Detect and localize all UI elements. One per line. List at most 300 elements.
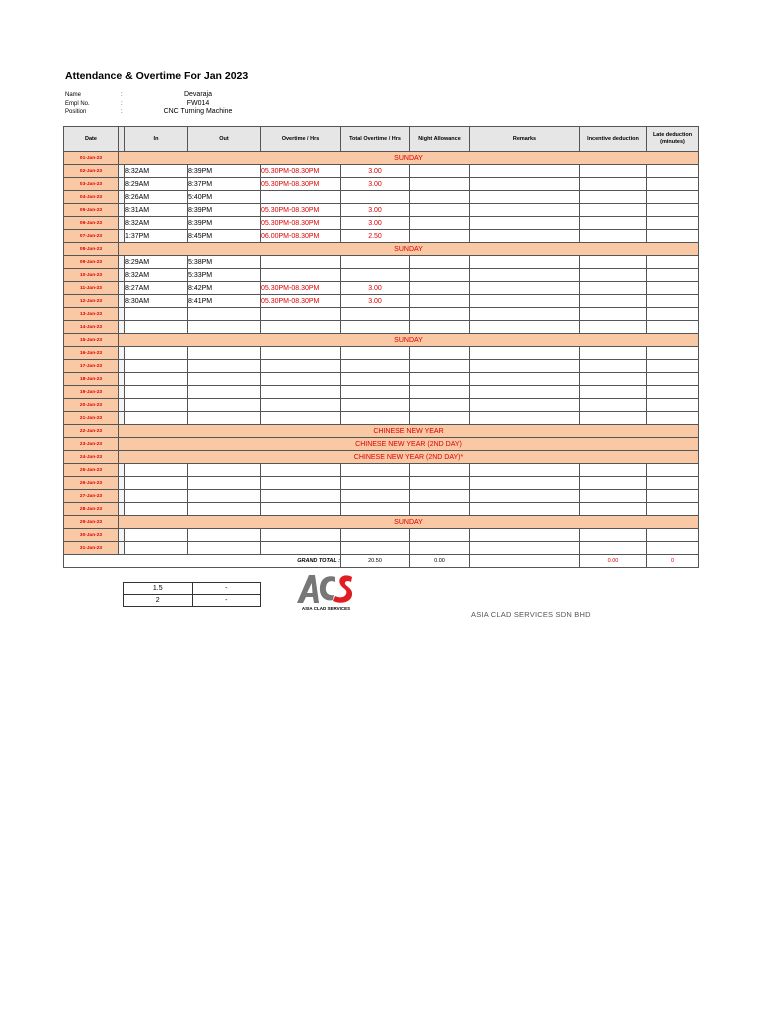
remarks-cell: [470, 477, 580, 490]
rate-value: -: [192, 583, 261, 595]
out-cell: [188, 308, 261, 321]
total-overtime-cell: [341, 256, 410, 269]
date-cell: 12-Jan-23: [64, 295, 119, 308]
remarks-cell: [470, 308, 580, 321]
date-cell: 24-Jan-23: [64, 451, 119, 464]
date-cell: 20-Jan-23: [64, 399, 119, 412]
table-row: [64, 516, 699, 529]
incentive-cell: [580, 347, 647, 360]
date-cell: 14-Jan-23: [64, 321, 119, 334]
late-cell: [647, 542, 699, 555]
overtime-cell: [261, 347, 341, 360]
date-cell: 17-Jan-23: [64, 360, 119, 373]
rate-multiplier: 1.5: [124, 583, 193, 595]
remarks-cell: [470, 165, 580, 178]
company-name: ASIA CLAD SERVICES SDN BHD: [471, 610, 591, 619]
overtime-cell: [261, 399, 341, 412]
night-allowance-cell: [410, 178, 470, 191]
out-cell: [188, 490, 261, 503]
overtime-cell: 05.30PM-08.30PM: [261, 178, 341, 191]
remarks-cell: [470, 178, 580, 191]
total-overtime-cell: [341, 399, 410, 412]
in-cell: 8:32AM: [125, 269, 188, 282]
grand-total-row: [64, 555, 699, 568]
info-colon: :: [121, 92, 123, 98]
overtime-cell: 05.30PM-08.30PM: [261, 217, 341, 230]
table-row: [64, 256, 699, 269]
info-value-name: Devaraja: [183, 91, 212, 98]
overtime-cell: 05.30PM-08.30PM: [261, 165, 341, 178]
night-allowance-cell: [410, 269, 470, 282]
night-allowance-cell: [410, 321, 470, 334]
date-cell: 29-Jan-23: [64, 516, 119, 529]
info-label: Name: [65, 92, 82, 98]
total-overtime-cell: [341, 503, 410, 516]
incentive-cell: [580, 178, 647, 191]
late-cell: [647, 269, 699, 282]
header-out: Out: [188, 127, 261, 152]
overtime-cell: [261, 542, 341, 555]
night-allowance-cell: [410, 165, 470, 178]
table-row: [64, 386, 699, 399]
night-allowance-cell: [410, 347, 470, 360]
overtime-cell: [261, 490, 341, 503]
total-overtime-cell: [341, 464, 410, 477]
incentive-cell: [580, 490, 647, 503]
date-cell: 03-Jan-23: [64, 178, 119, 191]
in-cell: 8:27AM: [125, 282, 188, 295]
rate-value: -: [192, 595, 261, 607]
in-cell: 8:26AM: [125, 191, 188, 204]
late-cell: [647, 477, 699, 490]
table-row: [64, 412, 699, 425]
out-cell: 5:33PM: [188, 269, 261, 282]
remarks-cell: [470, 373, 580, 386]
table-row: [64, 334, 699, 347]
incentive-cell: [580, 217, 647, 230]
incentive-cell: [580, 412, 647, 425]
night-allowance-cell: [410, 386, 470, 399]
out-cell: 8:39PM: [188, 204, 261, 217]
night-allowance-cell: [410, 308, 470, 321]
overtime-cell: 05.30PM-08.30PM: [261, 295, 341, 308]
grand-total-label: GRAND TOTAL :: [64, 555, 341, 568]
out-cell: 8:41PM: [188, 295, 261, 308]
overtime-cell: [261, 477, 341, 490]
total-overtime-cell: [341, 373, 410, 386]
remarks-cell: [470, 191, 580, 204]
date-cell: 26-Jan-23: [64, 477, 119, 490]
grand-total-overtime: 20.50: [341, 555, 410, 568]
late-cell: [647, 191, 699, 204]
attendance-table: [63, 126, 699, 568]
incentive-cell: [580, 529, 647, 542]
overtime-cell: [261, 386, 341, 399]
incentive-cell: [580, 477, 647, 490]
out-cell: [188, 464, 261, 477]
grand-total-remarks: [470, 555, 580, 568]
date-cell: 09-Jan-23: [64, 256, 119, 269]
night-allowance-cell: [410, 282, 470, 295]
night-allowance-cell: [410, 256, 470, 269]
incentive-cell: [580, 295, 647, 308]
info-label: Position: [65, 109, 87, 116]
total-overtime-cell: [341, 412, 410, 425]
total-overtime-cell: 3.00: [341, 165, 410, 178]
incentive-cell: [580, 360, 647, 373]
holiday-cell: SUNDAY: [119, 243, 699, 256]
overtime-cell: [261, 256, 341, 269]
header-night-allowance: Night Allowance: [410, 127, 470, 152]
overtime-cell: [261, 191, 341, 204]
table-row: [64, 451, 699, 464]
late-cell: [647, 490, 699, 503]
table-row: [64, 217, 699, 230]
total-overtime-cell: [341, 321, 410, 334]
total-overtime-cell: 3.00: [341, 217, 410, 230]
date-cell: 04-Jan-23: [64, 191, 119, 204]
late-cell: [647, 373, 699, 386]
in-cell: [125, 542, 188, 555]
holiday-cell: SUNDAY: [119, 334, 699, 347]
in-cell: [125, 490, 188, 503]
table-row: [64, 373, 699, 386]
header-late-deduction: Late deduction (minutes): [647, 127, 699, 152]
holiday-cell: SUNDAY: [119, 152, 699, 165]
holiday-cell: CHINESE NEW YEAR (2ND DAY): [119, 438, 699, 451]
in-cell: [125, 321, 188, 334]
table-row: [64, 204, 699, 217]
total-overtime-cell: 3.00: [341, 295, 410, 308]
remarks-cell: [470, 321, 580, 334]
date-cell: 11-Jan-23: [64, 282, 119, 295]
attendance-rows: [64, 152, 699, 555]
in-cell: 8:29AM: [125, 256, 188, 269]
date-cell: 06-Jan-23: [64, 217, 119, 230]
out-cell: 5:38PM: [188, 256, 261, 269]
holiday-cell: CHINESE NEW YEAR: [119, 425, 699, 438]
date-cell: 13-Jan-23: [64, 308, 119, 321]
late-cell: [647, 386, 699, 399]
table-row: [64, 243, 699, 256]
overtime-cell: [261, 529, 341, 542]
incentive-cell: [580, 321, 647, 334]
remarks-cell: [470, 347, 580, 360]
total-overtime-cell: [341, 490, 410, 503]
total-overtime-cell: [341, 360, 410, 373]
total-overtime-cell: [341, 542, 410, 555]
incentive-cell: [580, 204, 647, 217]
table-row: [64, 269, 699, 282]
incentive-cell: [580, 464, 647, 477]
in-cell: [125, 308, 188, 321]
late-cell: [647, 165, 699, 178]
overtime-cell: [261, 360, 341, 373]
overtime-cell: [261, 412, 341, 425]
out-cell: [188, 347, 261, 360]
night-allowance-cell: [410, 230, 470, 243]
date-cell: 22-Jan-23: [64, 425, 119, 438]
table-row: [64, 230, 699, 243]
out-cell: [188, 542, 261, 555]
out-cell: [188, 373, 261, 386]
in-cell: [125, 386, 188, 399]
date-cell: 19-Jan-23: [64, 386, 119, 399]
overtime-cell: [261, 503, 341, 516]
remarks-cell: [470, 412, 580, 425]
in-cell: [125, 412, 188, 425]
in-cell: [125, 503, 188, 516]
late-cell: [647, 360, 699, 373]
table-row: [64, 321, 699, 334]
night-allowance-cell: [410, 295, 470, 308]
out-cell: [188, 477, 261, 490]
late-cell: [647, 399, 699, 412]
info-colon: :: [121, 109, 123, 116]
in-cell: 8:30AM: [125, 295, 188, 308]
night-allowance-cell: [410, 490, 470, 503]
total-overtime-cell: [341, 191, 410, 204]
out-cell: 8:39PM: [188, 217, 261, 230]
in-cell: 8:29AM: [125, 178, 188, 191]
night-allowance-cell: [410, 542, 470, 555]
out-cell: 5:40PM: [188, 191, 261, 204]
grand-total-incentive: 0.00: [580, 555, 647, 568]
date-cell: 07-Jan-23: [64, 230, 119, 243]
incentive-cell: [580, 399, 647, 412]
out-cell: [188, 412, 261, 425]
remarks-cell: [470, 269, 580, 282]
late-cell: [647, 282, 699, 295]
table-row: [64, 165, 699, 178]
late-cell: [647, 295, 699, 308]
overtime-cell: 06.00PM-08.30PM: [261, 230, 341, 243]
total-overtime-cell: [341, 477, 410, 490]
in-cell: [125, 464, 188, 477]
in-cell: [125, 399, 188, 412]
remarks-cell: [470, 542, 580, 555]
night-allowance-cell: [410, 217, 470, 230]
out-cell: 8:37PM: [188, 178, 261, 191]
incentive-cell: [580, 308, 647, 321]
table-row: [64, 295, 699, 308]
overtime-cell: [261, 269, 341, 282]
date-cell: 23-Jan-23: [64, 438, 119, 451]
total-overtime-cell: [341, 347, 410, 360]
date-cell: 27-Jan-23: [64, 490, 119, 503]
incentive-cell: [580, 373, 647, 386]
info-colon: :: [121, 100, 123, 107]
incentive-cell: [580, 542, 647, 555]
out-cell: 8:39PM: [188, 165, 261, 178]
overtime-cell: 05.30PM-08.30PM: [261, 204, 341, 217]
date-cell: 28-Jan-23: [64, 503, 119, 516]
table-row: [64, 360, 699, 373]
out-cell: [188, 399, 261, 412]
table-row: [64, 438, 699, 451]
in-cell: [125, 529, 188, 542]
overtime-cell: [261, 373, 341, 386]
in-cell: [125, 347, 188, 360]
late-cell: [647, 178, 699, 191]
late-cell: [647, 464, 699, 477]
out-cell: 8:42PM: [188, 282, 261, 295]
remarks-cell: [470, 217, 580, 230]
overtime-cell: 05.30PM-08.30PM: [261, 282, 341, 295]
late-cell: [647, 308, 699, 321]
date-cell: 18-Jan-23: [64, 373, 119, 386]
incentive-cell: [580, 230, 647, 243]
in-cell: 1:37PM: [125, 230, 188, 243]
out-cell: [188, 321, 261, 334]
incentive-cell: [580, 282, 647, 295]
rate-table: [123, 582, 261, 607]
incentive-cell: [580, 386, 647, 399]
date-cell: 01-Jan-23: [64, 152, 119, 165]
grand-total-late: 0: [647, 555, 699, 568]
table-row: [64, 425, 699, 438]
logo-subtitle: ASIA CLAD SERVICES: [301, 606, 351, 611]
late-cell: [647, 321, 699, 334]
total-overtime-cell: 2.50: [341, 230, 410, 243]
date-cell: 21-Jan-23: [64, 412, 119, 425]
remarks-cell: [470, 360, 580, 373]
in-cell: [125, 373, 188, 386]
page-title: Attendance & Overtime For Jan 2023: [65, 70, 249, 82]
remarks-cell: [470, 529, 580, 542]
table-row: [64, 308, 699, 321]
remarks-cell: [470, 282, 580, 295]
night-allowance-cell: [410, 464, 470, 477]
late-cell: [647, 529, 699, 542]
date-cell: 25-Jan-23: [64, 464, 119, 477]
night-allowance-cell: [410, 204, 470, 217]
date-cell: 05-Jan-23: [64, 204, 119, 217]
date-cell: 16-Jan-23: [64, 347, 119, 360]
in-cell: [125, 477, 188, 490]
holiday-cell: SUNDAY: [119, 516, 699, 529]
table-row: [64, 490, 699, 503]
night-allowance-cell: [410, 191, 470, 204]
out-cell: [188, 386, 261, 399]
info-value-position: CNC Turning Machine: [163, 108, 233, 116]
in-cell: [125, 360, 188, 373]
table-row: [64, 542, 699, 555]
remarks-cell: [470, 490, 580, 503]
rate-multiplier: 2: [124, 595, 193, 607]
table-row: [64, 477, 699, 490]
header-remarks: Remarks: [470, 127, 580, 152]
in-cell: 8:32AM: [125, 217, 188, 230]
grand-total-night: 0.00: [410, 555, 470, 568]
date-cell: 02-Jan-23: [64, 165, 119, 178]
total-overtime-cell: [341, 269, 410, 282]
late-cell: [647, 503, 699, 516]
late-cell: [647, 256, 699, 269]
incentive-cell: [580, 165, 647, 178]
late-cell: [647, 412, 699, 425]
table-row: [64, 347, 699, 360]
remarks-cell: [470, 295, 580, 308]
in-cell: 8:31AM: [125, 204, 188, 217]
in-cell: 8:32AM: [125, 165, 188, 178]
header-in: In: [125, 127, 188, 152]
acs-logo-mark: [295, 571, 355, 605]
late-cell: [647, 204, 699, 217]
incentive-cell: [580, 256, 647, 269]
out-cell: [188, 529, 261, 542]
total-overtime-cell: 3.00: [341, 204, 410, 217]
incentive-cell: [580, 269, 647, 282]
night-allowance-cell: [410, 399, 470, 412]
holiday-cell: CHINESE NEW YEAR (2ND DAY)*: [119, 451, 699, 464]
total-overtime-cell: [341, 529, 410, 542]
table-row: [64, 464, 699, 477]
date-cell: 10-Jan-23: [64, 269, 119, 282]
total-overtime-cell: 3.00: [341, 178, 410, 191]
table-row: [64, 282, 699, 295]
info-value-empl-no: FW014: [186, 99, 210, 107]
header-total-overtime: Total Overtime / Hrs: [341, 127, 410, 152]
header-incentive-deduction: Incentive deduction: [580, 127, 647, 152]
remarks-cell: [470, 230, 580, 243]
remarks-cell: [470, 386, 580, 399]
table-row: [64, 191, 699, 204]
remarks-cell: [470, 204, 580, 217]
overtime-cell: [261, 308, 341, 321]
overtime-cell: [261, 464, 341, 477]
info-label: Empl No.: [65, 100, 90, 107]
out-cell: [188, 360, 261, 373]
remarks-cell: [470, 399, 580, 412]
header-row: [64, 127, 699, 152]
rate-row: [124, 595, 261, 607]
late-cell: [647, 347, 699, 360]
incentive-cell: [580, 503, 647, 516]
header-overtime: Overtime / Hrs: [261, 127, 341, 152]
out-cell: 8:45PM: [188, 230, 261, 243]
incentive-cell: [580, 191, 647, 204]
overtime-cell: [261, 321, 341, 334]
remarks-cell: [470, 503, 580, 516]
table-row: [64, 152, 699, 165]
total-overtime-cell: [341, 386, 410, 399]
total-overtime-cell: 3.00: [341, 282, 410, 295]
remarks-cell: [470, 464, 580, 477]
date-cell: 31-Jan-23: [64, 542, 119, 555]
remarks-cell: [470, 256, 580, 269]
night-allowance-cell: [410, 373, 470, 386]
date-cell: 15-Jan-23: [64, 334, 119, 347]
night-allowance-cell: [410, 529, 470, 542]
rate-row: [124, 583, 261, 595]
header-date: Date: [64, 127, 119, 152]
late-cell: [647, 230, 699, 243]
table-row: [64, 529, 699, 542]
night-allowance-cell: [410, 477, 470, 490]
night-allowance-cell: [410, 503, 470, 516]
night-allowance-cell: [410, 360, 470, 373]
date-cell: 08-Jan-23: [64, 243, 119, 256]
table-row: [64, 503, 699, 516]
total-overtime-cell: [341, 308, 410, 321]
night-allowance-cell: [410, 412, 470, 425]
table-row: [64, 178, 699, 191]
table-row: [64, 399, 699, 412]
date-cell: 30-Jan-23: [64, 529, 119, 542]
out-cell: [188, 503, 261, 516]
late-cell: [647, 217, 699, 230]
